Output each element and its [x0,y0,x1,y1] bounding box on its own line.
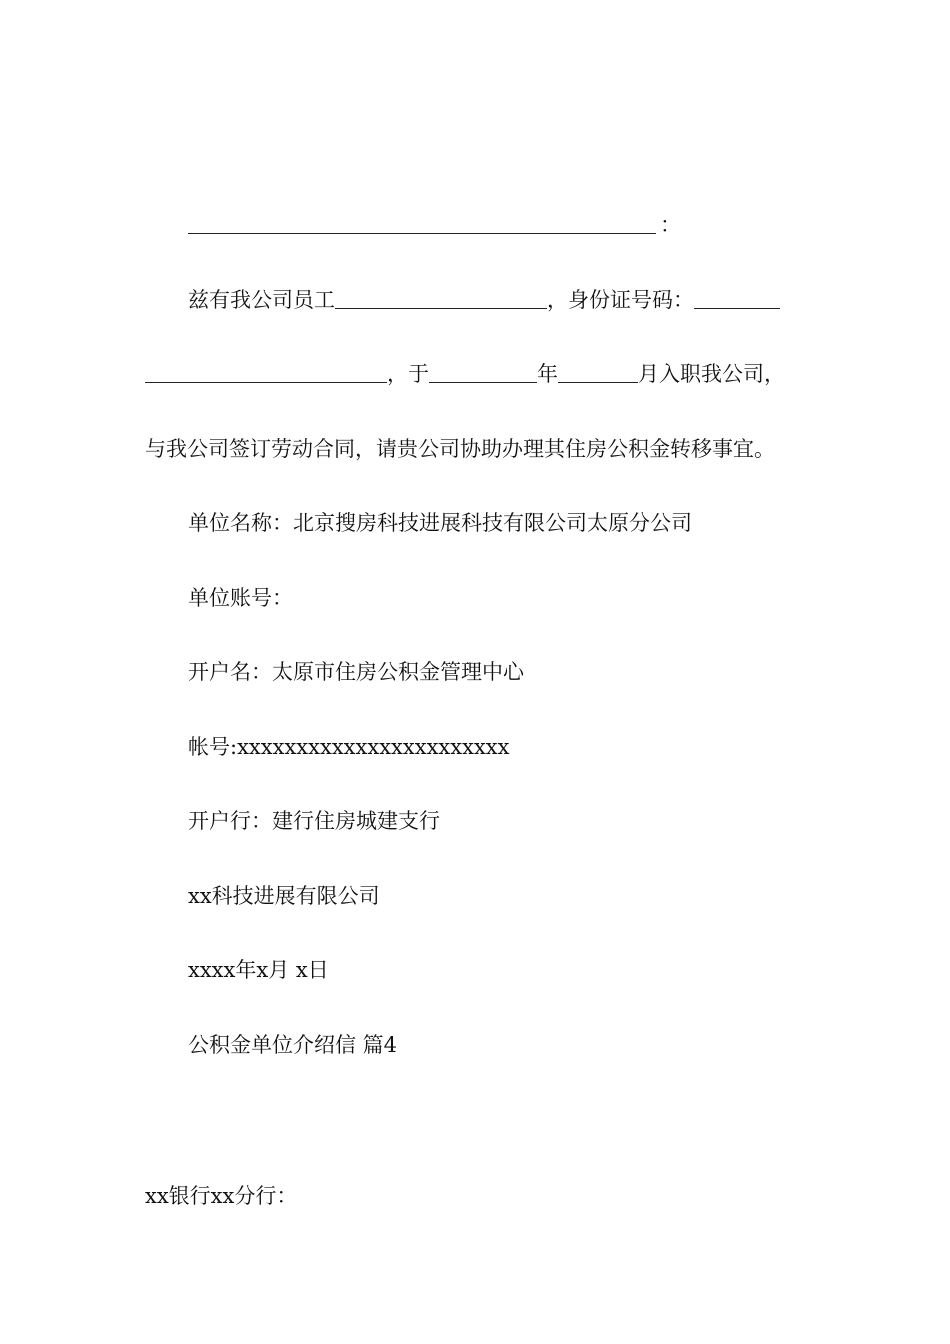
id-number-blank-cont [145,381,387,383]
body-line-2 [145,359,785,389]
month-blank [558,381,638,383]
body-text-year: 年 [537,362,558,386]
employee-name-blank [335,307,547,309]
next-letter-salutation: xx银行xx分行： [145,1184,298,1208]
id-number-blank [694,307,780,309]
section-heading: 公积金单位介绍信 篇4 [188,1033,398,1057]
bank-branch: 开户行：建行住房城建支行 [188,809,440,833]
account-holder: 开户名：太原市住房公积金管理中心 [188,660,524,684]
year-blank [429,381,537,383]
signature-company: xx科技进展有限公司 [188,884,380,908]
salutation-line [188,210,681,240]
body-text-request: 与我公司签订劳动合同，请贵公司协助办理其住房公积金转移事宜。 [145,437,775,461]
body-text-on: ，于 [387,362,429,386]
unit-name: 单位名称：北京搜房科技进展科技有限公司太原分公司 [188,511,692,535]
body-line-1 [188,285,780,315]
salutation-colon: ： [660,213,681,237]
body-line-3 [145,434,775,464]
signature-date: xxxx年x月 x日 [188,958,329,982]
body-text-joined: 月入职我公司， [638,362,785,386]
unit-account: 单位账号： [188,586,293,610]
account-number: 帐号:xxxxxxxxxxxxxxxxxxxxxxx [188,735,510,759]
recipient-blank [188,232,656,234]
body-text-employee: 兹有我公司员工 [188,288,335,312]
body-text-id-number: ，身份证号码： [547,288,694,312]
